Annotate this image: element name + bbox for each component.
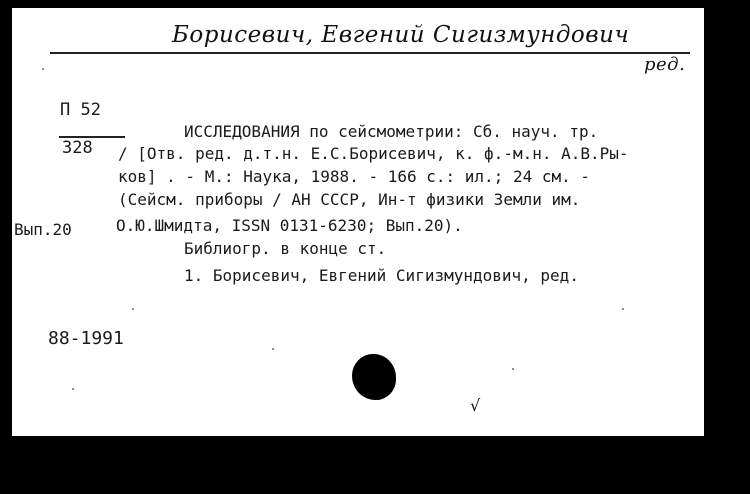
body-line-7: 1. Борисевич, Евгений Сигизмундович, ред. (184, 266, 579, 285)
speck (42, 68, 44, 70)
body-line-4: (Сейсм. приборы / АН СССР, Ин-т физики Земли им. (118, 190, 581, 209)
speck (132, 308, 134, 310)
call-number-bottom: 328 (62, 138, 93, 158)
speck (512, 368, 514, 370)
speck (622, 308, 624, 310)
speck (72, 388, 74, 390)
body-line-5: О.Ю.Шмидта, ISSN 0131-6230; Вып.20). (116, 216, 463, 235)
ink-blot (352, 354, 396, 400)
body-line-6: Библиогр. в конце ст. (184, 239, 387, 258)
check-mark: √ (470, 396, 481, 415)
body-line-3: ков] . - М.: Наука, 1988. - 166 с.: ил.; 24 см. - (118, 167, 591, 186)
body-line-2: / [Отв. ред. д.т.н. Е.С.Борисевич, к. ф.-м.н. А.В.Ры- (118, 144, 629, 163)
speck (272, 348, 274, 350)
handwritten-heading: Борисевич, Евгений Сигизмундович (172, 22, 630, 48)
accession-number: 88-1991 (48, 328, 124, 349)
catalog-card (12, 8, 704, 436)
handwritten-role: ред. (644, 54, 686, 75)
call-number-top: П 52 (60, 100, 101, 120)
heading-underline (50, 52, 690, 54)
body-line-1: ИССЛЕДОВАНИЯ по сейсмометрии: Сб. науч. тр. (184, 122, 599, 141)
issue-number: Вып.20 (14, 220, 72, 239)
